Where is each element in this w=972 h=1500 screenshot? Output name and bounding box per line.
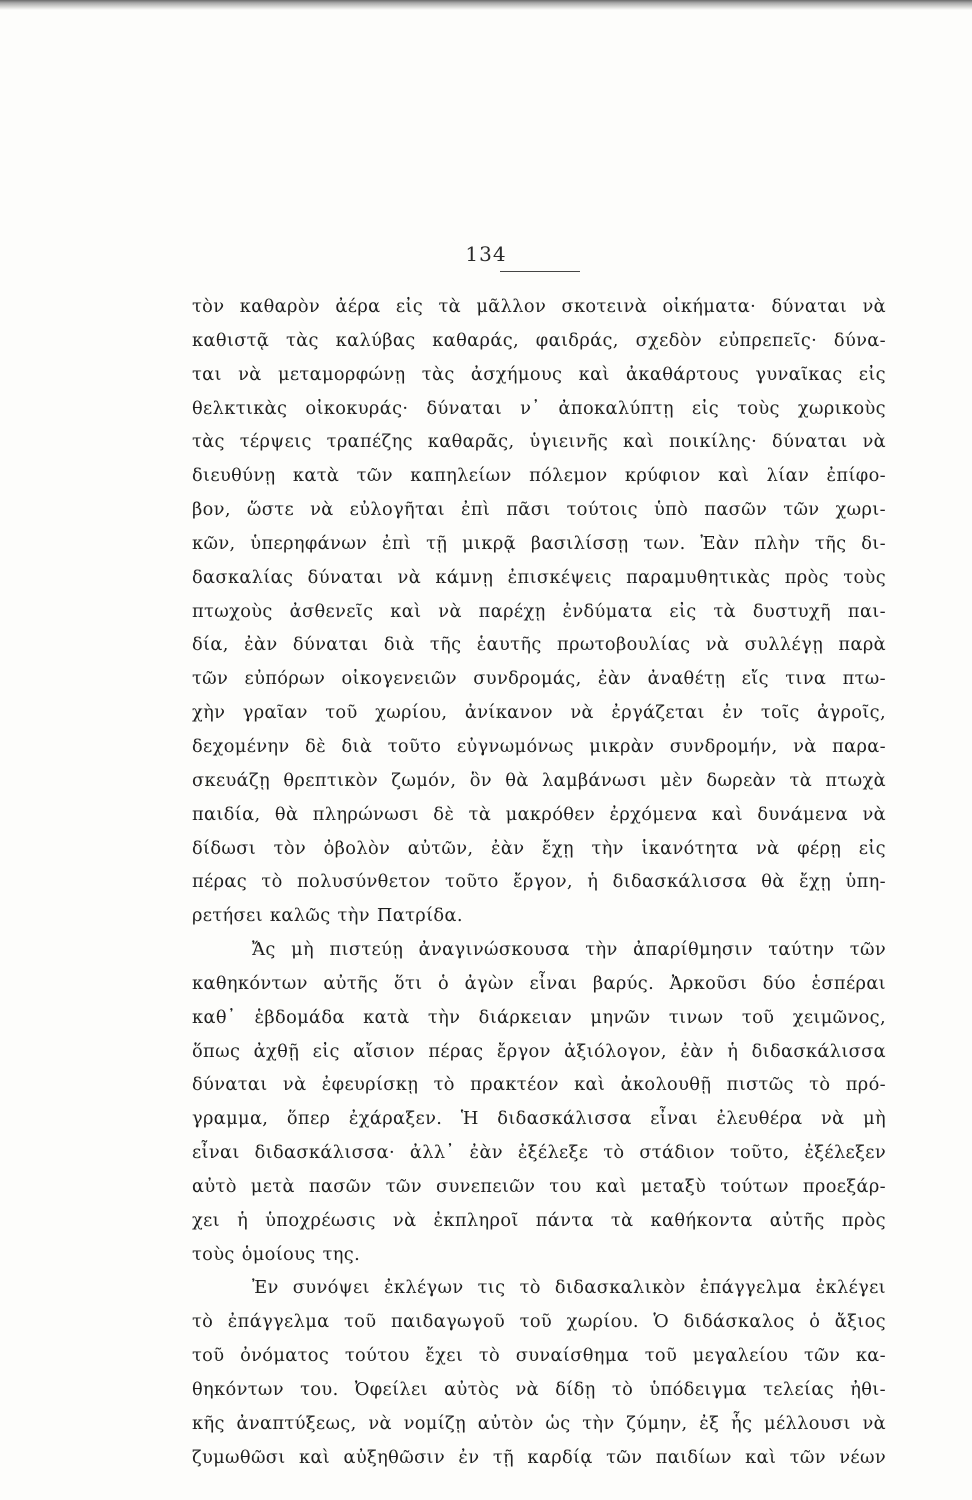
text-line: δασκαλίας δύναται νὰ κάμνῃ ἐπισκέψεις παραμυθητικὰς πρὸς τοὺς (192, 566, 886, 588)
text-line: τὰς τέρψεις τραπέζης καθαρᾶς, ὑγιεινῆς καὶ ποικίλης· δύναται νὰ (192, 431, 886, 453)
text-line: κῆς ἀναπτύξεως, νὰ νομίζῃ αὐτὸν ὡς τὴν ζύμην, ἐξ ἧς μέλλουσι νὰ (192, 1412, 886, 1434)
text-line: τὸν καθαρὸν ἀέρα εἰς τὰ μᾶλλον σκοτεινὰ οἰκήματα· δύναται νὰ (192, 296, 886, 317)
text-line: δύναται νὰ ἐφευρίσκῃ τὸ πρακτέον καὶ ἀκολουθῇ πιστῶς τὸ πρό- (192, 1074, 886, 1096)
page-number: 134 (465, 242, 507, 266)
text-line: Ἐν συνόψει ἐκλέγων τις τὸ διδασκαλικὸν ἐπάγγελμα ἐκλέγει (252, 1277, 886, 1299)
text-line: πέρας τὸ πολυσύνθετον τοῦτο ἔργον, ἡ διδασκάλισσα θὰ ἔχῃ ὑπη- (192, 871, 886, 893)
text-line: δεχομένην δὲ διὰ τοῦτο εὐγνωμόνως μικρὰν συνδρομήν, νὰ παρα- (192, 735, 886, 757)
text-line: θελκτικὰς οἰκοκυράς· δύναται ν᾿ ἀποκαλύπτῃ εἰς τοὺς χωρικοὺς (192, 397, 886, 419)
text-line: τοῦ ὀνόματος τούτου ἔχει τὸ συναίσθημα τοῦ μεγαλείου τῶν κα- (192, 1345, 886, 1367)
text-line: θηκόντων του. Ὀφείλει αὐτὸς νὰ δίδῃ τὸ ὑπόδειγμα τελείας ἠθι- (192, 1379, 886, 1400)
text-line: Ἄς μὴ πιστεύῃ ἀναγινώσκουσα τὴν ἀπαρίθμησιν ταύτην τῶν (252, 939, 886, 961)
text-line: ζυμωθῶσι καὶ αὐξηθῶσιν ἐν τῇ καρδίᾳ τῶν παιδίων καὶ τῶν νέων (192, 1446, 886, 1468)
text-line: κῶν, ὑπερηφάνων ἐπὶ τῇ μικρᾷ βασιλίσσῃ των. Ἐὰν πλὴν τῆς δι- (192, 532, 886, 554)
text-line: καθ᾿ ἑβδομάδα κατὰ τὴν διάρκειαν μηνῶν τινων τοῦ χειμῶνος, (192, 1006, 886, 1028)
text-line: παιδία, θὰ πληρώνωσι δὲ τὰ μακρόθεν ἐρχόμενα καὶ δυνάμενα νὰ (192, 803, 886, 825)
text-line: ὅπως ἀχθῇ εἰς αἴσιον πέρας ἔργον ἀξιόλογον, ἐὰν ἡ διδασκάλισσα (192, 1040, 886, 1062)
text-line: ρετήσει καλῶς τὴν Πατρίδα. (192, 905, 463, 927)
text-line: δία, ἐὰν δύναται διὰ τῆς ἑαυτῆς πρωτοβουλίας νὰ συλλέγῃ παρὰ (192, 634, 886, 656)
text-line: τῶν εὐπόρων οἰκογενειῶν συνδρομάς, ἐὰν ἀναθέτῃ εἴς τινα πτω- (192, 668, 886, 690)
page-top-edge (0, 0, 972, 10)
text-line: καθιστᾷ τὰς καλύβας καθαράς, φαιδράς, σχεδὸν εὐπρεπεῖς· δύνα- (192, 329, 886, 351)
text-line: τὸ ἐπάγγελμα τοῦ παιδαγωγοῦ τοῦ χωρίου. Ὁ διδάσκαλος ὁ ἄξιος (192, 1311, 886, 1333)
text-line: βον, ὥστε νὰ εὐλογῆται ἐπὶ πᾶσι τούτοις ὑπὸ πασῶν τῶν χωρι- (192, 499, 886, 521)
text-line: ται νὰ μεταμορφώνῃ τὰς ἀσχήμους καὶ ἀκαθάρτους γυναῖκας εἰς (192, 363, 886, 385)
text-line: πτωχοὺς ἀσθενεῖς καὶ νὰ παρέχῃ ἐνδύματα εἰς τὰ δυστυχῆ παι- (192, 600, 886, 622)
text-line: σκευάζῃ θρεπτικὸν ζωμόν, ὃν θὰ λαμβάνωσι μὲν δωρεὰν τὰ πτωχὰ (192, 769, 886, 791)
text-line: τοὺς ὁμοίους της. (192, 1243, 361, 1265)
text-line: εἶναι διδασκάλισσα· ἀλλ᾿ ἐὰν ἐξέλεξε τὸ στάδιον τοῦτο, ἐξέλεξεν (192, 1142, 886, 1164)
body-text (192, 290, 886, 1475)
text-line: χὴν γραῖαν τοῦ χωρίου, ἀνίκανον νὰ ἐργάζεται ἐν τοῖς ἀγροῖς, (192, 702, 886, 724)
text-line: γραμμα, ὅπερ ἐχάραξεν. Ἡ διδασκάλισσα εἶναι ἐλευθέρα νὰ μὴ (192, 1108, 886, 1130)
header-rule (500, 271, 580, 272)
text-line: διευθύνῃ κατὰ τῶν καπηλείων πόλεμον κρύφιον καὶ λίαν ἐπίφο- (192, 465, 886, 487)
text-line: αὐτὸ μετὰ πασῶν τῶν συνεπειῶν του καὶ μεταξὺ τούτων προεξάρ- (192, 1175, 886, 1197)
text-line: καθηκόντων αὐτῆς ὅτι ὁ ἀγὼν εἶναι βαρύς. Ἀρκοῦσι δύο ἑσπέραι (192, 972, 886, 994)
text-line: δίδωσι τὸν ὀβολὸν αὐτῶν, ἐὰν ἔχῃ τὴν ἱκανότητα νὰ φέρῃ εἰς (192, 837, 886, 859)
text-line: χει ἡ ὑποχρέωσις νὰ ἐκπληροῖ πάντα τὰ καθήκοντα αὐτῆς πρὸς (192, 1209, 886, 1231)
